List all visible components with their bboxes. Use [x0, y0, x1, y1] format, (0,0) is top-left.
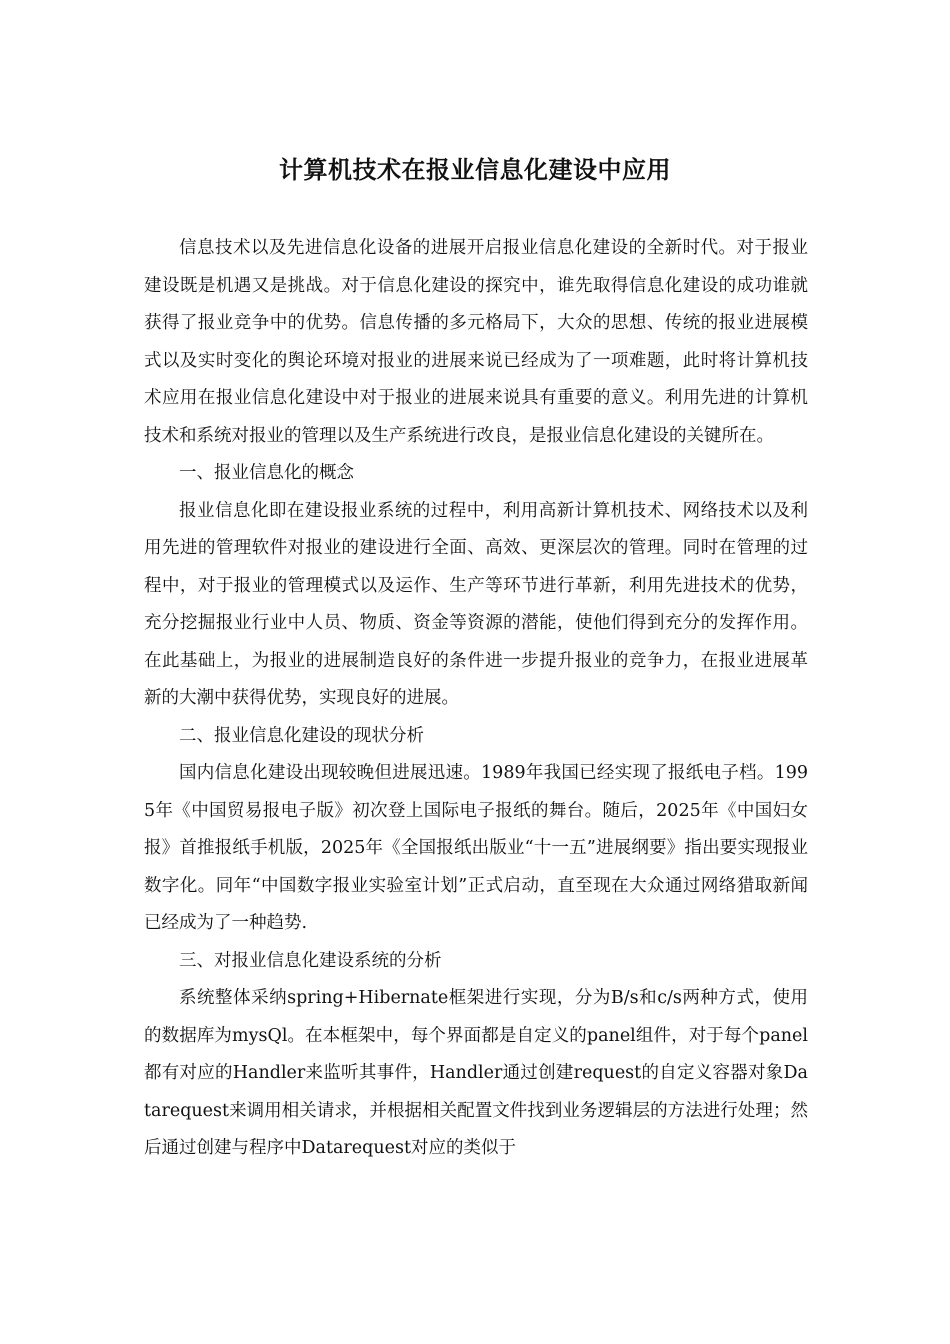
paragraph-section-2: 国内信息化建设出现较晚但进展迅速。1989年我国已经实现了报纸电子档。1995年《中国贸易报电子版》初次登上国际电子报纸的舞台。随后，2025年《中国妇女报》首推报纸手机版，2025年《全国报纸出版业“十一五”进展纲要》指出要实现报业数字化。同年“中国数字报业实验室计划”正式启动，直至现在大众通过网络猎取新闻已经成为了一种趋势.: [144, 763, 808, 933]
document-body: [144, 230, 808, 1168]
document-title: 计算机技术在报业信息化建设中应用: [279, 156, 671, 184]
paragraph-intro: 信息技术以及先进信息化设备的进展开启报业信息化建设的全新时代。对于报业建设既是机遇又是挑战。对于信息化建设的探究中，谁先取得信息化建设的成功谁就获得了报业竞争中的优势。信息传播的多元格局下，大众的思想、传统的报业进展模式以及实时变化的舆论环境对报业的进展来说已经成为了一项难题，此时将计算机技术应用在报业信息化建设中对于报业的进展来说具有重要的意义。利用先进的计算机技术和系统对报业的管理以及生产系统进行改良，是报业信息化建设的关键所在。: [144, 238, 808, 446]
section-heading-3: 三、对报业信息化建设系统的分析: [179, 950, 442, 971]
paragraph-section-3: 系统整体采纳spring+Hibernate框架进行实现，分为B/s和c/s两种方式，使用的数据库为mysQl。在本框架中，每个界面都是自定义的panel组件，对于每个panel都有对应的Handler来监听其事件，Handler通过创建request的自定义容器对象Datarequest来调用相关请求，并根据相关配置文件找到业务逻辑层的方法进行处理；然后通过创建与程序中Datarequest对应的类似于: [144, 988, 808, 1158]
section-heading-1: 一、报业信息化的概念: [179, 463, 354, 483]
section-heading-2: 二、报业信息化建设的现状分析: [179, 725, 424, 746]
paragraph-section-1: 报业信息化即在建设报业系统的过程中，利用高新计算机技术、网络技术以及利用先进的管理软件对报业的建设进行全面、高效、更深层次的管理。同时在管理的过程中，对于报业的管理模式以及运作、生产等环节进行革新，利用先进技术的优势，充分挖掘报业行业中人员、物质、资金等资源的潜能，使他们得到充分的发挥作用。在此基础上，为报业的进展制造良好的条件进一步提升报业的竞争力，在报业进展革新的大潮中获得优势，实现良好的进展。: [144, 500, 808, 708]
